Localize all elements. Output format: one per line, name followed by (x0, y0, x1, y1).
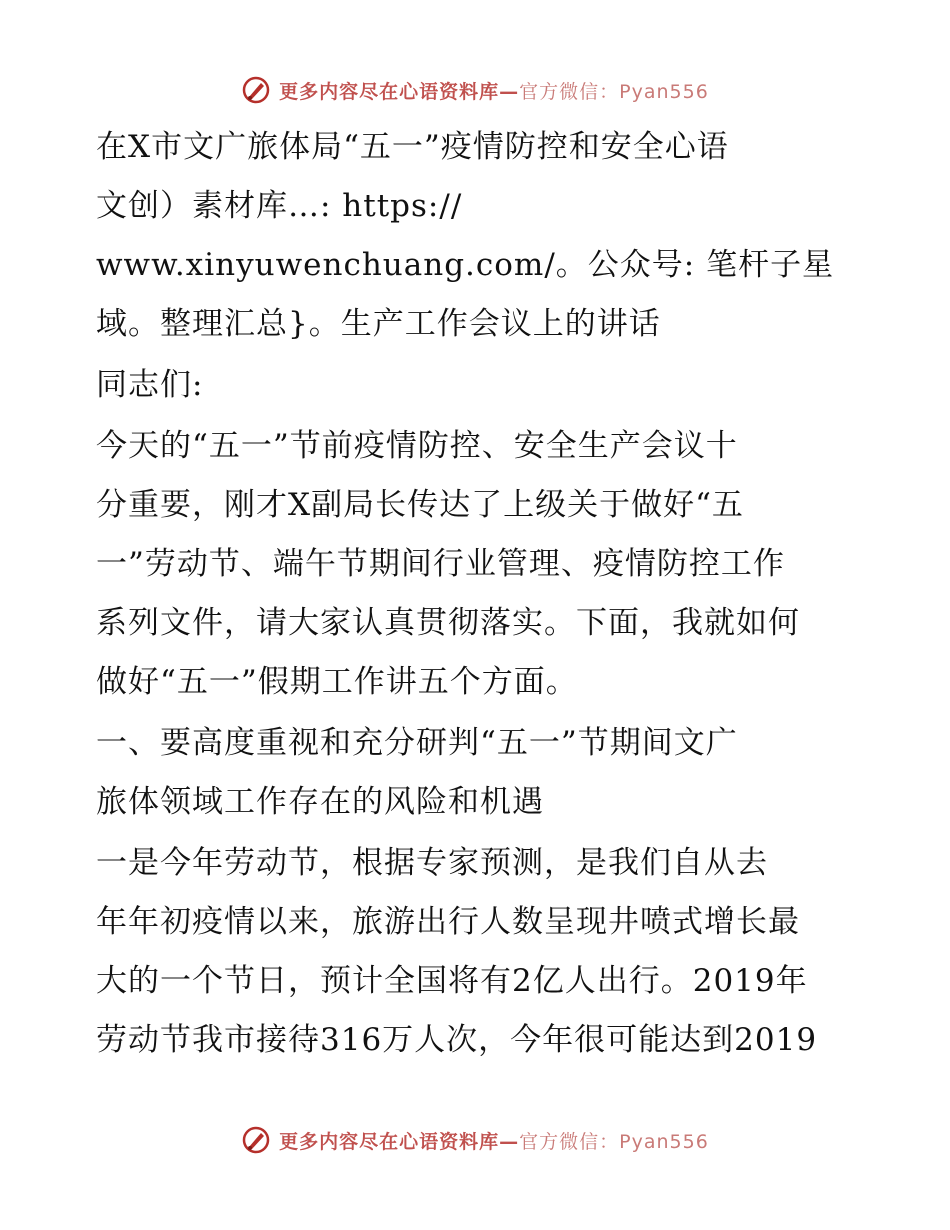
body-line: 在X市文广旅体局“五一”疫情防控和安全心语 (96, 129, 729, 165)
section-heading: 一、要高度重视和充分研判“五一”节期间文广 (96, 725, 738, 761)
watermark-text: 更多内容尽在心语资料库—官方微信：Pyan556 (279, 80, 709, 103)
body-line: 年年初疫情以来，旅游出行人数呈现井喷式增长最 (96, 904, 800, 940)
footer-watermark (0, 1120, 950, 1160)
body-line: 文创）素材库…: https:// (96, 188, 463, 224)
watermark-text: 更多内容尽在心语资料库—官方微信：Pyan556 (279, 1130, 709, 1153)
body-line: 域。整理汇总}。生产工作会议上的讲话 (96, 306, 661, 342)
pen-logo-icon (241, 75, 271, 105)
watermark-wechat: 官方微信：Pyan556 (519, 80, 709, 103)
pen-logo-icon (241, 1125, 271, 1155)
body-line: 分重要，刚才X副局长传达了上级关于做好“五 (96, 487, 744, 523)
body-line: 一是今年劳动节，根据专家预测，是我们自从去 (96, 845, 768, 881)
body-line: 做好“五一”假期工作讲五个方面。 (96, 664, 578, 700)
body-line: 一”劳动节、端午节期间行业管理、疫情防控工作 (96, 546, 785, 582)
document-body (96, 118, 856, 1070)
watermark-wechat: 官方微信：Pyan556 (519, 1130, 709, 1153)
body-line: 大的一个节日，预计全国将有2亿人出行。2019年 (96, 963, 808, 999)
body-line: www.xinyuwenchuang.com/。公众号: 笔杆子星 (96, 247, 835, 283)
salutation: 同志们: (96, 367, 204, 403)
header-watermark (0, 70, 950, 110)
body-line: 今天的“五一”节前疫情防控、安全生产会议十 (96, 428, 738, 464)
body-line: 劳动节我市接待316万人次，今年很可能达到2019 (96, 1022, 818, 1058)
section-heading: 旅体领域工作存在的风险和机遇 (96, 784, 544, 820)
body-line: 系列文件，请大家认真贯彻落实。下面，我就如何 (96, 605, 800, 641)
